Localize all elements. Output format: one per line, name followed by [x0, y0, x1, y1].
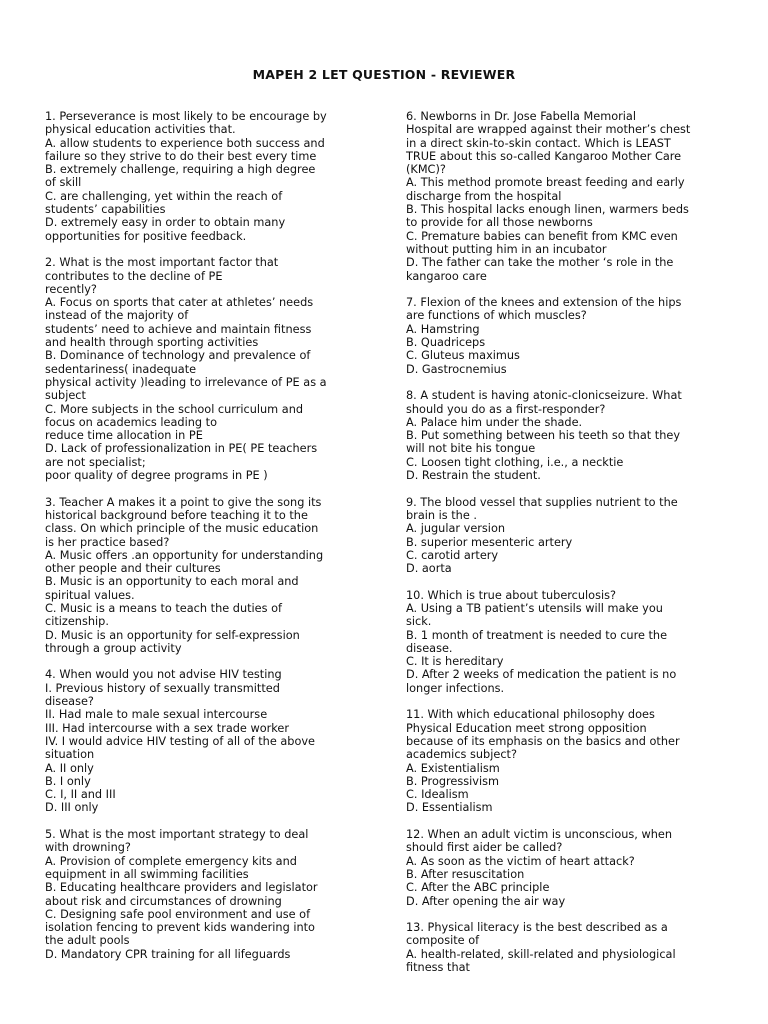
question-text-line: longer infections. — [406, 681, 505, 695]
question-text-line: situation — [45, 748, 95, 762]
question-text-line: reduce time allocation in PE — [45, 429, 203, 443]
question-text-line: B. superior mesenteric artery — [406, 535, 573, 549]
question-text-line: Hospital are wrapped against their mother’s chest — [406, 123, 691, 137]
question-text-line: B. 1 month of treatment is needed to cure the — [406, 628, 668, 642]
question-text-line: focus on academics leading to — [45, 415, 217, 429]
question-6 — [406, 110, 728, 283]
question-text-line: the adult pools — [45, 934, 130, 948]
question-text-line: B. After resuscitation — [406, 867, 525, 881]
question-4 — [45, 668, 363, 814]
question-text-line: B. Educating healthcare providers and legislator — [45, 881, 318, 895]
question-text-line: C. Designing safe pool environment and use of — [45, 907, 311, 921]
question-text-line: TRUE about this so-called Kangaroo Mother Care — [406, 149, 682, 163]
question-text-line: recently? — [45, 282, 97, 296]
question-text-line: poor quality of degree programs in PE ) — [45, 469, 268, 483]
question-stem: 12. When an adult victim is unconscious, when — [406, 828, 672, 842]
question-text-line: D. Lack of professionalization in PE( PE teachers — [45, 442, 318, 456]
question-stem: 4. When would you not advise HIV testing — [45, 668, 282, 682]
question-text-line: are not specialist; — [45, 455, 146, 469]
question-text-line: should first aider be called? — [406, 841, 563, 855]
question-text-line: disease? — [45, 695, 94, 709]
question-stem: 9. The blood vessel that supplies nutrient to the — [406, 495, 678, 509]
question-stem: 3. Teacher A makes it a point to give the song its — [45, 495, 322, 509]
question-5 — [45, 828, 363, 961]
question-text-line: A. jugular version — [406, 522, 506, 536]
question-stem: 11. With which educational philosophy does — [406, 708, 655, 722]
question-text-line: sedentariness( inadequate — [45, 362, 197, 376]
question-text-line: kangaroo care — [406, 269, 487, 283]
question-text-line: about risk and circumstances of drowning — [45, 894, 282, 908]
question-text-line: to provide for all those newborns — [406, 216, 593, 230]
question-text-line: B. I only — [45, 774, 91, 788]
question-stem: 13. Physical literacy is the best described as a — [406, 921, 668, 935]
question-text-line: isolation fencing to prevent kids wandering into — [45, 921, 315, 935]
question-text-line: spiritual values. — [45, 588, 135, 602]
question-text-line: C. After the ABC principle — [406, 881, 550, 895]
question-9 — [406, 496, 728, 576]
question-text-line: fitness that — [406, 961, 470, 974]
question-text-line: physical activity )leading to irrelevance of PE as a — [45, 375, 327, 389]
question-text-line: D. Gastrocnemius — [406, 362, 507, 376]
question-text-line: D. Mandatory CPR training for all lifeguards — [45, 947, 291, 961]
question-text-line: D. After 2 weeks of medication the patient is no — [406, 668, 677, 682]
question-text-line: B. Progressivism — [406, 774, 499, 788]
question-stem: 7. Flexion of the knees and extension of the hips — [406, 296, 682, 310]
question-text-line: C. I, II and III — [45, 788, 116, 802]
question-1 — [45, 110, 363, 243]
question-11 — [406, 708, 728, 814]
question-stem: 1. Perseverance is most likely to be encourage by — [45, 110, 327, 123]
question-text-line: D. The father can take the mother ‘s role in the — [406, 256, 674, 270]
question-text-line: in a direct skin-to-skin contact. Which is LEAST — [406, 136, 671, 150]
question-text-line: A. Palace him under the shade. — [406, 415, 583, 429]
question-text-line: A. II only — [45, 761, 94, 775]
question-text-line: III. Had intercourse with a sex trade worker — [45, 721, 290, 735]
question-text-line: and health through sporting activities — [45, 336, 259, 350]
question-text-line: B. Dominance of technology and prevalence of — [45, 349, 311, 363]
question-text-line: through a group activity — [45, 641, 182, 655]
question-text-line: should you do as a first-responder? — [406, 402, 606, 416]
page-title: MAPEH 2 LET QUESTION - REVIEWER — [252, 67, 516, 82]
question-text-line: C. carotid artery — [406, 548, 499, 562]
question-text-line: brain is the . — [406, 508, 477, 522]
question-text-line: sick. — [406, 615, 432, 629]
question-text-line: class. On which principle of the music education — [45, 522, 319, 536]
question-text-line: contributes to the decline of PE — [45, 269, 223, 283]
question-text-line: D. aorta — [406, 562, 452, 576]
question-text-line: students’ need to achieve and maintain fitness — [45, 322, 312, 336]
question-text-line: citizenship. — [45, 615, 109, 629]
question-text-line: D. Restrain the student. — [406, 469, 541, 483]
question-text-line: D. Music is an opportunity for self-expression — [45, 628, 300, 642]
question-text-line: will not bite his tongue — [406, 442, 536, 456]
question-text-line: D. III only — [45, 801, 99, 815]
question-stem: 8. A student is having atonic-clonicseizure. What — [406, 389, 682, 403]
question-text-line: C. Gluteus maximus — [406, 349, 520, 363]
question-text-line: students’ capabilities — [45, 203, 166, 217]
question-text-line: of skill — [45, 176, 82, 190]
question-text-line: C. More subjects in the school curriculum and — [45, 402, 304, 416]
question-text-line: subject — [45, 389, 86, 403]
question-text-line: B. Quadriceps — [406, 336, 486, 350]
question-text-line: C. It is hereditary — [406, 655, 504, 669]
question-text-line: failure so they strive to do their best every time — [45, 149, 317, 163]
question-text-line: C. Premature babies can benefit from KMC even — [406, 229, 678, 243]
question-text-line: A. Using a TB patient’s utensils will make you — [406, 601, 663, 615]
question-text-line: B. extremely challenge, requiring a high degree — [45, 163, 316, 177]
question-text-line: (KMC)? — [406, 163, 446, 177]
question-text-line: opportunities for positive feedback. — [45, 229, 247, 243]
question-text-line: composite of — [406, 934, 480, 948]
question-stem: 5. What is the most important strategy to deal — [45, 828, 309, 842]
question-text-line: I. Previous history of sexually transmitted — [45, 681, 280, 695]
question-text-line: Physical Education meet strong opposition — [406, 721, 647, 735]
question-stem: 2. What is the most important factor that — [45, 256, 279, 270]
question-8 — [406, 389, 728, 482]
question-text-line: historical background before teaching it to the — [45, 508, 308, 522]
question-text-line: A. health-related, skill-related and physiological — [406, 947, 676, 961]
question-text-line: equipment in all swimming facilities — [45, 867, 249, 881]
question-text-line: other people and their cultures — [45, 562, 221, 576]
right-column — [406, 110, 728, 988]
question-text-line: C. Loosen tight clothing, i.e., a necktie — [406, 455, 624, 469]
question-12 — [406, 828, 728, 908]
question-text-line: disease. — [406, 641, 453, 655]
question-text-line: D. extremely easy in order to obtain many — [45, 216, 286, 230]
question-text-line: A. Hamstring — [406, 322, 480, 336]
question-text-line: C. are challenging, yet within the reach of — [45, 189, 283, 203]
question-text-line: is her practice based? — [45, 535, 170, 549]
question-text-line: C. Idealism — [406, 788, 469, 802]
question-text-line: B. This hospital lacks enough linen, warmers beds — [406, 203, 689, 217]
question-text-line: A. Music offers .an opportunity for understanding — [45, 548, 324, 562]
question-text-line: A. Focus on sports that cater at athletes’ needs — [45, 296, 314, 310]
question-10 — [406, 589, 728, 695]
question-2 — [45, 256, 363, 482]
question-text-line: IV. I would advice HIV testing of all of the above — [45, 734, 316, 748]
question-text-line: II. Had male to male sexual intercourse — [45, 708, 268, 722]
left-column — [45, 110, 363, 974]
question-text-line: D. After opening the air way — [406, 894, 566, 908]
question-stem: 10. Which is true about tuberculosis? — [406, 588, 616, 602]
question-3 — [45, 496, 363, 656]
question-text-line: without putting him in an incubator — [406, 242, 607, 256]
question-text-line: with drowning? — [45, 841, 131, 855]
question-text-line: A. allow students to experience both success and — [45, 136, 325, 150]
question-text-line: B. Put something between his teeth so that they — [406, 429, 680, 443]
question-text-line: A. As soon as the victim of heart attack? — [406, 854, 635, 868]
question-stem: 6. Newborns in Dr. Jose Fabella Memorial — [406, 110, 636, 123]
question-text-line: A. This method promote breast feeding and early — [406, 176, 685, 190]
question-text-line: discharge from the hospital — [406, 189, 562, 203]
question-text-line: A. Provision of complete emergency kits and — [45, 854, 297, 868]
question-text-line: instead of the majority of — [45, 309, 189, 323]
question-text-line: academics subject? — [406, 748, 517, 762]
question-text-line: A. Existentialism — [406, 761, 500, 775]
question-13 — [406, 921, 728, 974]
question-text-line: C. Music is a means to teach the duties of — [45, 601, 282, 615]
question-text-line: because of its emphasis on the basics and other — [406, 734, 680, 748]
question-text-line: D. Essentialism — [406, 801, 493, 815]
question-7 — [406, 296, 728, 376]
question-text-line: B. Music is an opportunity to each moral and — [45, 575, 299, 589]
question-text-line: are functions of which muscles? — [406, 309, 587, 323]
question-text-line: physical education activities that. — [45, 123, 236, 137]
